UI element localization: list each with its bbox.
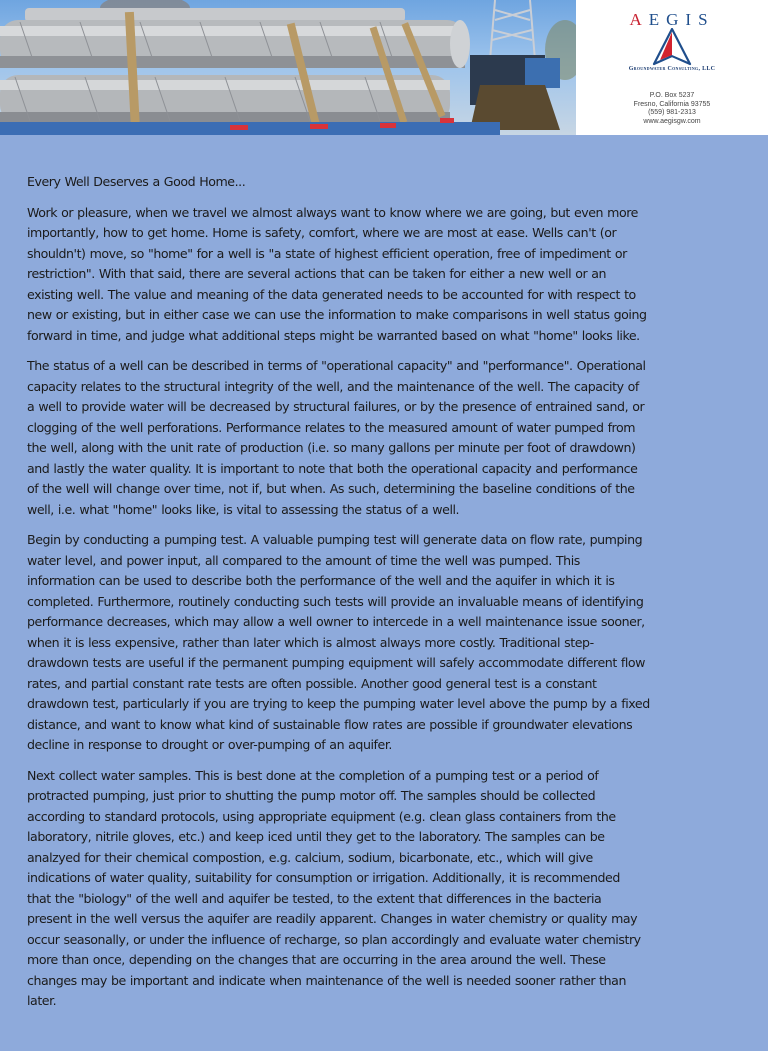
compass-arrow-logo-icon [652, 28, 692, 66]
company-website-link[interactable]: www.aegisgw.com [643, 117, 701, 125]
address-phone: (559) 981-2313 [648, 109, 696, 116]
address-po-box: P.O. Box 5237 [649, 92, 695, 99]
wordmark-accent-letter: A [629, 10, 649, 29]
company-wordmark [576, 10, 768, 30]
article-paragraph-pumping-test: Begin by conducting a pumping test. A valuable pumping test will generate data on flow rate, pumping water level, and power input, all compared to the amount of time the well was pumped. This information can be used to describe both the performance of the well and the aquifer in which it is completed. Furthermore, routinely conducting such tests will provide an invaluable means of identifying performance decreases, which may allow a well owner to intercede in a well maintenance issue sooner, when it is less expensive, rather than later which is almost always more costly. Traditional step- drawdown tests are useful if the permanent pumping equipment will safely accommodate different flow rates, and partial constant rate tests are often possible. Another good general test is a constant drawdown test, particularly if you are trying to keep the pumping water level above the pump by a fixed distance, and want to know what kind of sustainable flow rates are possible if groundwater elevations decline in response to drought or over-pumping of an aquifer. [27, 532, 650, 752]
article-paragraph-intro: Work or pleasure, when we travel we almost always want to know where we are going, but even more importantly, how to get home. Home is safety, comfort, where we are most at ease. Wells can't (or shouldn't) move, so "home" for a well is "a state of highest efficient operation, free of impediment or restriction". With that said, there are several actions that can be taken for either a new well or an existing well. The value and meaning of the data generated needs to be accounted for with respect to new or existing, but in either case we can use the information to make comparisons in well status going forward in time, and judge what additional steps might be warranted based on what "home" looks like. [27, 204, 647, 343]
article-paragraph-water-samples: Next collect water samples. This is best done at the completion of a pumping test or a period of protracted pumping, just prior to shutting the pump motor off. The samples should be collected according to standard protocols, using appropriate equipment (e.g. clean glass containers from the laboratory, nitrile gloves, etc.) and keep iced until they get to the laboratory. The samples can be analzyed for their chemical compostion, e.g. calcium, sodium, bicarbonate, etc., which will give indications of water quality, suitability for consumption or irrigation. Additionally, it is recommended that the "biology" of the well and aquifer be tested, to the extent that differences in the bacteria present in the well versus the aquifer are readily apparent. Changes in water chemistry or quality may occur seasonally, or under the influence of recharge, so plan accordingly and evaluate water chemistry more than once, depending on the changes that are occurring in the area around the well. These changes may be important and indicate when maintenance of the well is needed sooner rather than later. [27, 767, 641, 1008]
company-logo-panel [576, 0, 768, 135]
header-banner [0, 0, 768, 135]
header-photo [0, 0, 576, 135]
wordmark-rest: EGIS [648, 10, 715, 29]
pipes-illustration [0, 0, 576, 135]
article-title: Every Well Deserves a Good Home... [27, 174, 246, 189]
address-city: Fresno, California 93755 [633, 100, 711, 108]
company-tagline: Groundwater Consulting, LLC [628, 66, 716, 72]
article-paragraph-status: The status of a well can be described in terms of "operational capacity" and "performance". Operational capacity relates to the structural integrity of the well, and the maintenance of the well. The capacity of a well to provide water will be decreased by structural failures, or by the presence of entrained sand, or clogging of the well perforations. Performance relates to the measured amount of water pumped from the well, along with the unit rate of production (i.e. so many gallons per minute per foot of drawdown) and lastly the water quality. It is important to note that both the operational capacity and performance of the well will change over time, not if, but when. As such, determining the baseline conditions of the well, i.e. what "home" looks like, is vital to assessing the status of a well. [27, 358, 646, 517]
company-address [576, 92, 768, 126]
article-body [27, 172, 743, 1022]
